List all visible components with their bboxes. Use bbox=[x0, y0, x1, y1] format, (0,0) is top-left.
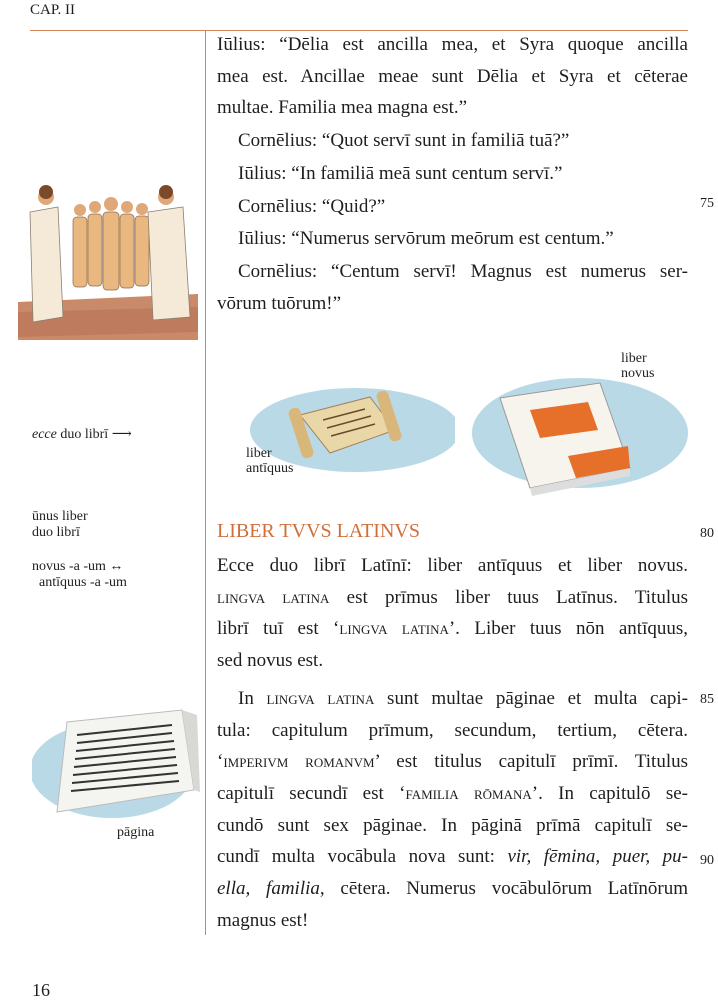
roman-familia-illustration bbox=[18, 182, 198, 340]
text-segment: librī tuī est ‘ bbox=[217, 618, 340, 640]
text-line bbox=[217, 782, 688, 806]
text-segment: capitulī secundī est ‘ bbox=[217, 782, 406, 804]
text-line bbox=[217, 96, 688, 120]
text-line bbox=[217, 162, 688, 186]
text-segment: In bbox=[238, 687, 267, 709]
text-segment: sed novus est. bbox=[217, 650, 324, 672]
section-heading: LIBER TVVS LATINVS bbox=[217, 520, 420, 542]
line-number: 85 bbox=[700, 692, 714, 707]
text-segment: cundī multa vocābula nova sunt: bbox=[217, 846, 508, 868]
text-line bbox=[217, 617, 688, 641]
text-segment: cundō sunt sex pāginae. In pāginā prīmā capitulī se- bbox=[217, 814, 688, 836]
text-line bbox=[217, 909, 688, 933]
line-number: 80 bbox=[700, 526, 714, 541]
text-line bbox=[217, 33, 688, 57]
text-segment: ‘ bbox=[217, 751, 224, 773]
text-line bbox=[217, 719, 688, 743]
text-line bbox=[217, 877, 688, 901]
text-line bbox=[217, 65, 688, 89]
caption-liber-novus: liber novus bbox=[621, 351, 655, 381]
liber-novus-illustration bbox=[470, 368, 690, 498]
small-caps-text: lingva latina bbox=[217, 586, 330, 608]
ecce-rest: duo librī ⟶ bbox=[56, 427, 132, 442]
pagina-caption: pāgina bbox=[117, 825, 155, 840]
text-segment: ’. Liber tuus nōn antīquus, bbox=[448, 618, 688, 640]
small-caps-text: imperivm romanvm bbox=[223, 751, 375, 773]
text-line bbox=[217, 687, 688, 711]
italic-text: vir, fēmina, puer, pu- bbox=[507, 846, 688, 868]
small-caps-text: lingva latina bbox=[339, 618, 449, 640]
text-line bbox=[217, 750, 688, 774]
small-caps-text: familia rōmana bbox=[405, 782, 532, 804]
header-rule bbox=[30, 30, 688, 31]
text-segment: Ecce duo librī Latīnī: liber antīquus et liber novus. bbox=[217, 555, 688, 576]
text-segment: Cornēlius: “Quid?” bbox=[238, 195, 386, 217]
page-number: 16 bbox=[32, 980, 50, 1000]
text-segment: est prīmus liber tuus Latīnus. Titulus bbox=[329, 586, 688, 608]
margin-note-ecce bbox=[32, 427, 132, 443]
text-line bbox=[217, 227, 688, 251]
italic-text: ella, familia bbox=[217, 878, 320, 899]
text-segment: Iūlius: “In familiā meā sunt centum servī.” bbox=[238, 162, 563, 184]
caption-liber-antiquus: liber antīquus bbox=[246, 446, 294, 476]
text-line bbox=[217, 292, 688, 316]
text-line bbox=[217, 845, 688, 869]
text-segment: Cornēlius: “Centum servī! Magnus est numerus ser- bbox=[238, 260, 688, 282]
text-segment: magnus est! bbox=[217, 909, 309, 931]
line-number: 90 bbox=[700, 853, 714, 868]
text-line bbox=[217, 129, 688, 153]
text-segment: ’. In capitulō se- bbox=[531, 782, 688, 804]
text-line bbox=[217, 649, 688, 673]
ecce-word: ecce bbox=[32, 427, 57, 442]
chapter-label: CAP. II bbox=[30, 2, 76, 18]
text-line bbox=[217, 586, 688, 610]
text-segment: tula: capitulum prīmum, secundum, tertium, cētera. bbox=[217, 719, 688, 741]
text-segment: Cornēlius: “Quot servī sunt in familiā tuā?” bbox=[238, 130, 570, 152]
text-segment: Iūlius: “Dēlia est ancilla mea, et Syra quoque ancilla bbox=[217, 34, 688, 55]
margin-note-singular-plural: ūnus liber duo librī bbox=[32, 509, 88, 540]
text-segment: mea est. Ancillae meae sunt Dēlia et Syra et cēterae bbox=[217, 65, 688, 87]
text-line bbox=[217, 195, 688, 219]
small-caps-text: lingva latina bbox=[266, 687, 375, 709]
margin-note-opposites: novus -a -um ↔ antīquus -a -um bbox=[32, 559, 127, 590]
text-segment: multae. Familia mea magna est.” bbox=[217, 97, 468, 119]
text-segment: vōrum tuōrum!” bbox=[217, 292, 342, 314]
text-segment: ’ est titulus capitulī prīmī. Titulus bbox=[374, 751, 688, 773]
text-segment: sunt multae pāginae et multa capi- bbox=[374, 687, 688, 709]
text-line bbox=[217, 814, 688, 838]
text-line bbox=[217, 260, 688, 284]
margin-rule bbox=[205, 30, 206, 935]
line-number: 75 bbox=[700, 196, 714, 211]
text-segment: , cētera. Numerus vocābulōrum Latīnōrum bbox=[319, 878, 688, 899]
text-line bbox=[217, 554, 688, 578]
text-segment: Iūlius: “Numerus servōrum meōrum est centum.” bbox=[238, 228, 614, 250]
pagina-illustration bbox=[32, 700, 204, 825]
